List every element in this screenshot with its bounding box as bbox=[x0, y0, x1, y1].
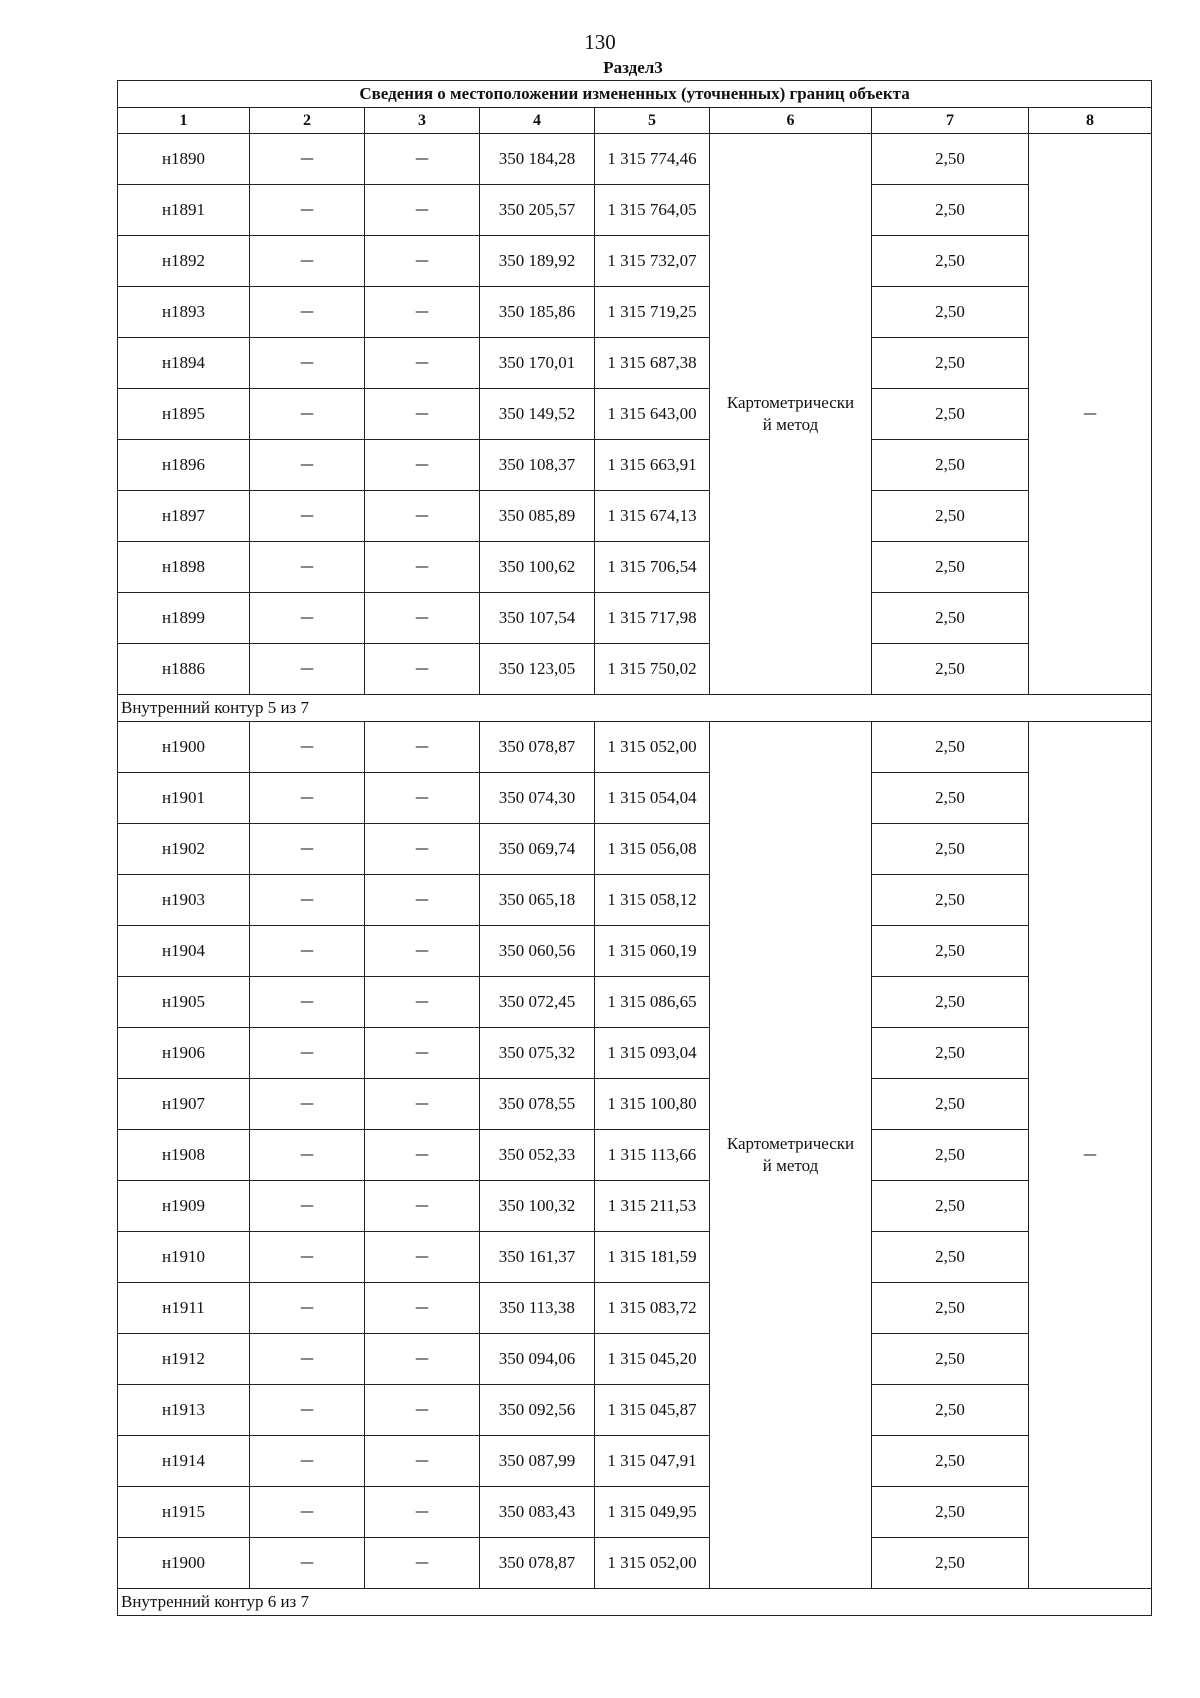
col3-cell: — bbox=[365, 926, 480, 977]
accuracy-cell: 2,50 bbox=[872, 389, 1029, 440]
col3-cell: — bbox=[365, 236, 480, 287]
x-coordinate-cell: 350 189,92 bbox=[480, 236, 595, 287]
col3-cell: — bbox=[365, 287, 480, 338]
accuracy-cell: 2,50 bbox=[872, 722, 1029, 773]
column-number-7: 7 bbox=[872, 108, 1029, 134]
point-name-cell: н1904 bbox=[118, 926, 250, 977]
point-name-cell: н1913 bbox=[118, 1385, 250, 1436]
point-name-cell: н1894 bbox=[118, 338, 250, 389]
y-coordinate-cell: 1 315 060,19 bbox=[595, 926, 710, 977]
contour-label: Внутренний контур 6 из 7 bbox=[118, 1589, 1152, 1616]
point-name-cell: н1905 bbox=[118, 977, 250, 1028]
x-coordinate-cell: 350 052,33 bbox=[480, 1130, 595, 1181]
accuracy-cell: 2,50 bbox=[872, 542, 1029, 593]
table-row bbox=[118, 1538, 1152, 1589]
col2-cell: — bbox=[250, 440, 365, 491]
col3-cell: — bbox=[365, 440, 480, 491]
x-coordinate-cell: 350 083,43 bbox=[480, 1487, 595, 1538]
col2-cell: — bbox=[250, 287, 365, 338]
col3-cell: — bbox=[365, 185, 480, 236]
x-coordinate-cell: 350 087,99 bbox=[480, 1436, 595, 1487]
y-coordinate-cell: 1 315 774,46 bbox=[595, 134, 710, 185]
x-coordinate-cell: 350 161,37 bbox=[480, 1232, 595, 1283]
col8-cell: — bbox=[1029, 134, 1152, 695]
accuracy-cell: 2,50 bbox=[872, 1181, 1029, 1232]
x-coordinate-cell: 350 092,56 bbox=[480, 1385, 595, 1436]
col3-cell: — bbox=[365, 134, 480, 185]
x-coordinate-cell: 350 100,32 bbox=[480, 1181, 595, 1232]
x-coordinate-cell: 350 074,30 bbox=[480, 773, 595, 824]
table-row bbox=[118, 593, 1152, 644]
point-name-cell: н1891 bbox=[118, 185, 250, 236]
accuracy-cell: 2,50 bbox=[872, 824, 1029, 875]
accuracy-cell: 2,50 bbox=[872, 1283, 1029, 1334]
col2-cell: — bbox=[250, 722, 365, 773]
table-row bbox=[118, 389, 1152, 440]
point-name-cell: н1895 bbox=[118, 389, 250, 440]
point-name-cell: н1892 bbox=[118, 236, 250, 287]
col8-cell: — bbox=[1029, 722, 1152, 1589]
point-name-cell: н1896 bbox=[118, 440, 250, 491]
col2-cell: — bbox=[250, 185, 365, 236]
y-coordinate-cell: 1 315 083,72 bbox=[595, 1283, 710, 1334]
point-name-cell: н1886 bbox=[118, 644, 250, 695]
y-coordinate-cell: 1 315 719,25 bbox=[595, 287, 710, 338]
point-name-cell: н1903 bbox=[118, 875, 250, 926]
accuracy-cell: 2,50 bbox=[872, 1334, 1029, 1385]
x-coordinate-cell: 350 108,37 bbox=[480, 440, 595, 491]
col2-cell: — bbox=[250, 491, 365, 542]
y-coordinate-cell: 1 315 100,80 bbox=[595, 1079, 710, 1130]
col2-cell: — bbox=[250, 1334, 365, 1385]
y-coordinate-cell: 1 315 054,04 bbox=[595, 773, 710, 824]
y-coordinate-cell: 1 315 643,00 bbox=[595, 389, 710, 440]
column-number-3: 3 bbox=[365, 108, 480, 134]
x-coordinate-cell: 350 107,54 bbox=[480, 593, 595, 644]
x-coordinate-cell: 350 065,18 bbox=[480, 875, 595, 926]
table-row bbox=[118, 875, 1152, 926]
col2-cell: — bbox=[250, 542, 365, 593]
accuracy-cell: 2,50 bbox=[872, 1487, 1029, 1538]
col3-cell: — bbox=[365, 338, 480, 389]
table-row bbox=[118, 287, 1152, 338]
y-coordinate-cell: 1 315 045,87 bbox=[595, 1385, 710, 1436]
x-coordinate-cell: 350 205,57 bbox=[480, 185, 595, 236]
col2-cell: — bbox=[250, 1487, 365, 1538]
accuracy-cell: 2,50 bbox=[872, 926, 1029, 977]
page-number: 130 bbox=[584, 30, 616, 54]
table-row bbox=[118, 1487, 1152, 1538]
col3-cell: — bbox=[365, 644, 480, 695]
column-number-4: 4 bbox=[480, 108, 595, 134]
point-name-cell: н1906 bbox=[118, 1028, 250, 1079]
column-number-6: 6 bbox=[710, 108, 872, 134]
col3-cell: — bbox=[365, 722, 480, 773]
column-number-1: 1 bbox=[118, 108, 250, 134]
accuracy-cell: 2,50 bbox=[872, 236, 1029, 287]
accuracy-cell: 2,50 bbox=[872, 185, 1029, 236]
col3-cell: — bbox=[365, 1283, 480, 1334]
col2-cell: — bbox=[250, 824, 365, 875]
col3-cell: — bbox=[365, 1028, 480, 1079]
point-name-cell: н1912 bbox=[118, 1334, 250, 1385]
y-coordinate-cell: 1 315 717,98 bbox=[595, 593, 710, 644]
col2-cell: — bbox=[250, 977, 365, 1028]
table-row bbox=[118, 440, 1152, 491]
col2-cell: — bbox=[250, 1436, 365, 1487]
table-row bbox=[118, 773, 1152, 824]
column-number-2: 2 bbox=[250, 108, 365, 134]
col3-cell: — bbox=[365, 491, 480, 542]
x-coordinate-cell: 350 078,87 bbox=[480, 722, 595, 773]
y-coordinate-cell: 1 315 058,12 bbox=[595, 875, 710, 926]
col2-cell: — bbox=[250, 1283, 365, 1334]
accuracy-cell: 2,50 bbox=[872, 287, 1029, 338]
table-row bbox=[118, 338, 1152, 389]
accuracy-cell: 2,50 bbox=[872, 440, 1029, 491]
point-name-cell: н1914 bbox=[118, 1436, 250, 1487]
column-number-8: 8 bbox=[1029, 108, 1152, 134]
x-coordinate-cell: 350 100,62 bbox=[480, 542, 595, 593]
accuracy-cell: 2,50 bbox=[872, 338, 1029, 389]
col2-cell: — bbox=[250, 1079, 365, 1130]
y-coordinate-cell: 1 315 663,91 bbox=[595, 440, 710, 491]
table-row bbox=[118, 1385, 1152, 1436]
contour-label-row bbox=[118, 695, 1152, 722]
point-name-cell: н1897 bbox=[118, 491, 250, 542]
accuracy-cell: 2,50 bbox=[872, 644, 1029, 695]
col2-cell: — bbox=[250, 1385, 365, 1436]
y-coordinate-cell: 1 315 093,04 bbox=[595, 1028, 710, 1079]
accuracy-cell: 2,50 bbox=[872, 875, 1029, 926]
accuracy-cell: 2,50 bbox=[872, 1538, 1029, 1589]
col3-cell: — bbox=[365, 1334, 480, 1385]
point-name-cell: н1900 bbox=[118, 722, 250, 773]
y-coordinate-cell: 1 315 764,05 bbox=[595, 185, 710, 236]
accuracy-cell: 2,50 bbox=[872, 1079, 1029, 1130]
x-coordinate-cell: 350 085,89 bbox=[480, 491, 595, 542]
table-row bbox=[118, 722, 1152, 773]
x-coordinate-cell: 350 072,45 bbox=[480, 977, 595, 1028]
col3-cell: — bbox=[365, 1232, 480, 1283]
point-name-cell: н1902 bbox=[118, 824, 250, 875]
accuracy-cell: 2,50 bbox=[872, 1436, 1029, 1487]
y-coordinate-cell: 1 315 052,00 bbox=[595, 722, 710, 773]
y-coordinate-cell: 1 315 732,07 bbox=[595, 236, 710, 287]
accuracy-cell: 2,50 bbox=[872, 1130, 1029, 1181]
table-row bbox=[118, 1283, 1152, 1334]
col2-cell: — bbox=[250, 593, 365, 644]
y-coordinate-cell: 1 315 045,20 bbox=[595, 1334, 710, 1385]
col3-cell: — bbox=[365, 773, 480, 824]
accuracy-cell: 2,50 bbox=[872, 1385, 1029, 1436]
col3-cell: — bbox=[365, 1130, 480, 1181]
col3-cell: — bbox=[365, 1436, 480, 1487]
point-name-cell: н1890 bbox=[118, 134, 250, 185]
x-coordinate-cell: 350 149,52 bbox=[480, 389, 595, 440]
table-row bbox=[118, 185, 1152, 236]
table-row bbox=[118, 926, 1152, 977]
point-name-cell: н1915 bbox=[118, 1487, 250, 1538]
accuracy-cell: 2,50 bbox=[872, 491, 1029, 542]
col2-cell: — bbox=[250, 1130, 365, 1181]
contour-label: Внутренний контур 5 из 7 bbox=[118, 695, 1152, 722]
x-coordinate-cell: 350 069,74 bbox=[480, 824, 595, 875]
accuracy-cell: 2,50 bbox=[872, 1028, 1029, 1079]
y-coordinate-cell: 1 315 049,95 bbox=[595, 1487, 710, 1538]
col2-cell: — bbox=[250, 1181, 365, 1232]
col3-cell: — bbox=[365, 1385, 480, 1436]
point-name-cell: н1907 bbox=[118, 1079, 250, 1130]
table-row bbox=[118, 542, 1152, 593]
x-coordinate-cell: 350 123,05 bbox=[480, 644, 595, 695]
y-coordinate-cell: 1 315 674,13 bbox=[595, 491, 710, 542]
point-name-cell: н1899 bbox=[118, 593, 250, 644]
col3-cell: — bbox=[365, 875, 480, 926]
col2-cell: — bbox=[250, 1538, 365, 1589]
point-name-cell: н1909 bbox=[118, 1181, 250, 1232]
accuracy-cell: 2,50 bbox=[872, 977, 1029, 1028]
col2-cell: — bbox=[250, 773, 365, 824]
col3-cell: — bbox=[365, 542, 480, 593]
y-coordinate-cell: 1 315 047,91 bbox=[595, 1436, 710, 1487]
table-row bbox=[118, 236, 1152, 287]
x-coordinate-cell: 350 185,86 bbox=[480, 287, 595, 338]
point-name-cell: н1900 bbox=[118, 1538, 250, 1589]
table-row bbox=[118, 977, 1152, 1028]
table-row bbox=[118, 824, 1152, 875]
col3-cell: — bbox=[365, 824, 480, 875]
x-coordinate-cell: 350 184,28 bbox=[480, 134, 595, 185]
col2-cell: — bbox=[250, 875, 365, 926]
y-coordinate-cell: 1 315 113,66 bbox=[595, 1130, 710, 1181]
point-name-cell: н1910 bbox=[118, 1232, 250, 1283]
method-cell: Картометрически й метод bbox=[710, 134, 872, 695]
table-row bbox=[118, 1181, 1152, 1232]
y-coordinate-cell: 1 315 181,59 bbox=[595, 1232, 710, 1283]
x-coordinate-cell: 350 075,32 bbox=[480, 1028, 595, 1079]
table-row bbox=[118, 1130, 1152, 1181]
col3-cell: — bbox=[365, 593, 480, 644]
col3-cell: — bbox=[365, 1181, 480, 1232]
table-row bbox=[118, 1079, 1152, 1130]
point-name-cell: н1901 bbox=[118, 773, 250, 824]
table-row bbox=[118, 1232, 1152, 1283]
col3-cell: — bbox=[365, 389, 480, 440]
table-row bbox=[118, 1334, 1152, 1385]
col2-cell: — bbox=[250, 338, 365, 389]
point-name-cell: н1898 bbox=[118, 542, 250, 593]
method-cell: Картометрически й метод bbox=[710, 722, 872, 1589]
coordinates-table bbox=[117, 80, 1152, 1616]
table-row bbox=[118, 134, 1152, 185]
y-coordinate-cell: 1 315 086,65 bbox=[595, 977, 710, 1028]
x-coordinate-cell: 350 078,87 bbox=[480, 1538, 595, 1589]
x-coordinate-cell: 350 113,38 bbox=[480, 1283, 595, 1334]
table-caption: Сведения о местоположении измененных (уточненных) границ объекта bbox=[118, 81, 1152, 108]
col3-cell: — bbox=[365, 1487, 480, 1538]
col2-cell: — bbox=[250, 644, 365, 695]
table-row bbox=[118, 1028, 1152, 1079]
y-coordinate-cell: 1 315 706,54 bbox=[595, 542, 710, 593]
col2-cell: — bbox=[250, 926, 365, 977]
x-coordinate-cell: 350 094,06 bbox=[480, 1334, 595, 1385]
x-coordinate-cell: 350 170,01 bbox=[480, 338, 595, 389]
col2-cell: — bbox=[250, 236, 365, 287]
accuracy-cell: 2,50 bbox=[872, 134, 1029, 185]
section-title: Раздел3 bbox=[603, 58, 663, 77]
x-coordinate-cell: 350 060,56 bbox=[480, 926, 595, 977]
col3-cell: — bbox=[365, 977, 480, 1028]
accuracy-cell: 2,50 bbox=[872, 773, 1029, 824]
y-coordinate-cell: 1 315 052,00 bbox=[595, 1538, 710, 1589]
contour-label-row bbox=[118, 1589, 1152, 1616]
y-coordinate-cell: 1 315 687,38 bbox=[595, 338, 710, 389]
col3-cell: — bbox=[365, 1079, 480, 1130]
accuracy-cell: 2,50 bbox=[872, 1232, 1029, 1283]
col3-cell: — bbox=[365, 1538, 480, 1589]
x-coordinate-cell: 350 078,55 bbox=[480, 1079, 595, 1130]
point-name-cell: н1908 bbox=[118, 1130, 250, 1181]
col2-cell: — bbox=[250, 134, 365, 185]
y-coordinate-cell: 1 315 056,08 bbox=[595, 824, 710, 875]
table-row bbox=[118, 1436, 1152, 1487]
point-name-cell: н1911 bbox=[118, 1283, 250, 1334]
table-row bbox=[118, 491, 1152, 542]
col2-cell: — bbox=[250, 389, 365, 440]
y-coordinate-cell: 1 315 211,53 bbox=[595, 1181, 710, 1232]
col2-cell: — bbox=[250, 1028, 365, 1079]
accuracy-cell: 2,50 bbox=[872, 593, 1029, 644]
table-row bbox=[118, 644, 1152, 695]
column-number-5: 5 bbox=[595, 108, 710, 134]
point-name-cell: н1893 bbox=[118, 287, 250, 338]
col2-cell: — bbox=[250, 1232, 365, 1283]
y-coordinate-cell: 1 315 750,02 bbox=[595, 644, 710, 695]
